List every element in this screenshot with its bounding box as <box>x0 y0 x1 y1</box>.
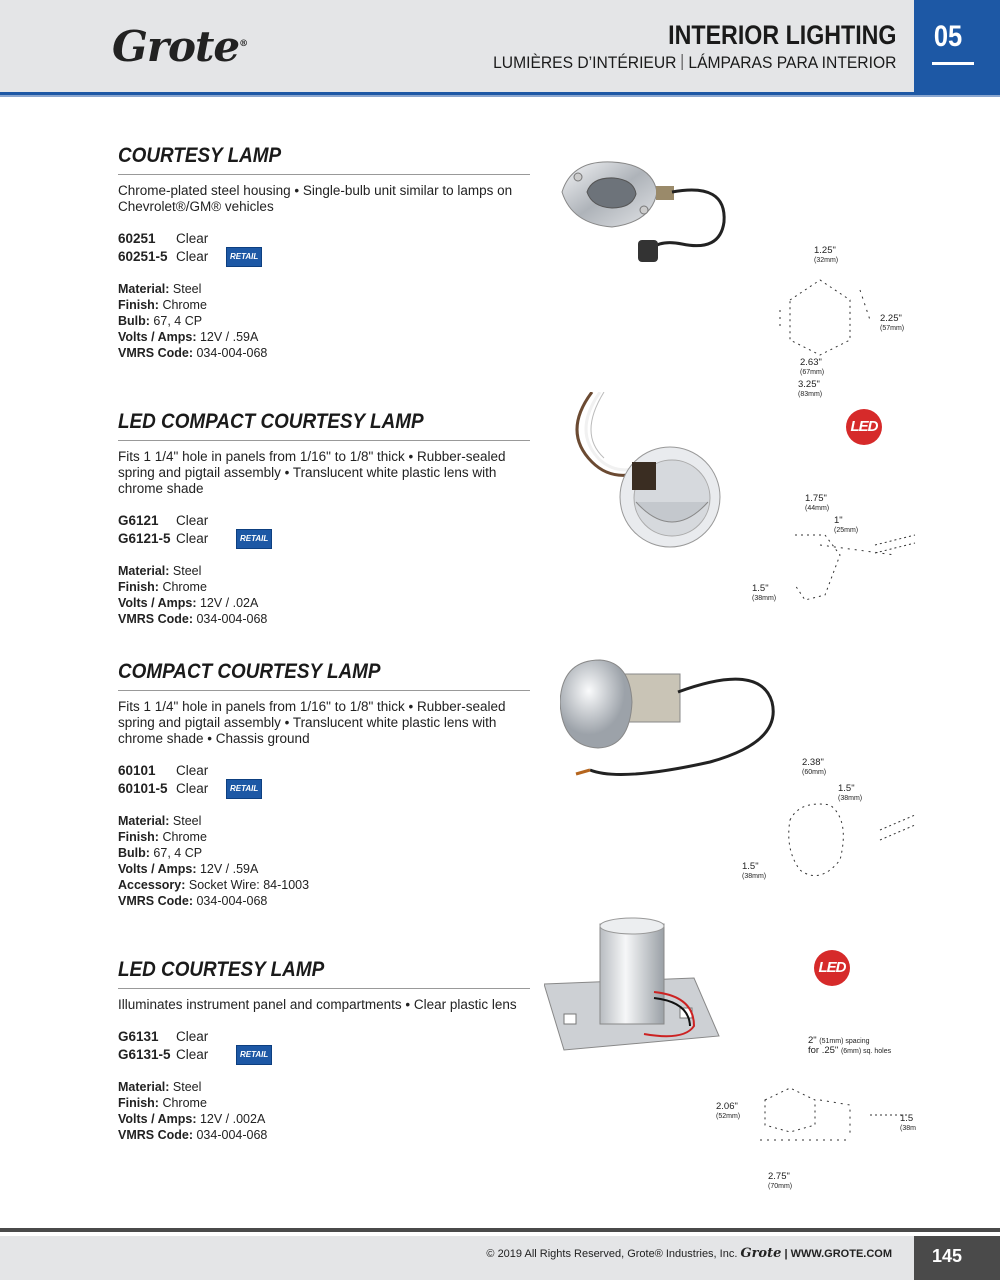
part-row: 60101 Clear <box>118 763 209 778</box>
product-led-compact-courtesy-lamp <box>118 410 528 627</box>
spec-list: Material: Steel Finish: Chrome Volts / Amps: 12V / .02A VMRS Code: 034-004-068 <box>118 564 268 626</box>
part-row: G6131-5 Clear RETAIL <box>118 1045 528 1065</box>
product-compact-courtesy-lamp <box>118 660 528 909</box>
part-list <box>118 1029 528 1065</box>
courtesy-lamp-photo <box>552 152 732 282</box>
section-tab: 05 <box>914 0 1000 92</box>
part-row: G6121-5 Clear RETAIL <box>118 529 528 549</box>
footer-logo: Grote <box>740 1246 782 1261</box>
led-courtesy-lamp-photo <box>544 916 724 1056</box>
part-row: 60251-5 Clear RETAIL <box>118 247 528 267</box>
product-title: LED COURTESY LAMP <box>118 958 325 981</box>
product-title: COMPACT COURTESY LAMP <box>118 660 381 683</box>
product-description: Fits 1 1/4" hole in panels from 1/16" to 1/8" thick • Rubber-sealed spring and pigtail assembly • Translucent white plastic lens with chrome shade • Chassis ground <box>118 699 506 746</box>
part-list <box>118 763 528 799</box>
product-description: Illuminates instrument panel and compartments • Clear plastic lens <box>118 997 517 1012</box>
part-row: 60101-5 Clear RETAIL <box>118 779 528 799</box>
spec-list: Material: Steel Finish: Chrome Bulb: 67, 4 CP Volts / Amps: 12V / .59A VMRS Code: 034-004-068 <box>118 282 268 360</box>
website-link: | WWW.GROTE.COM <box>784 1248 892 1260</box>
led-badge: LED <box>846 409 882 445</box>
page-number: 145 <box>914 1236 1000 1280</box>
grote-logo: Grote® <box>112 22 248 71</box>
led-compact-lamp-photo <box>552 392 722 557</box>
copyright: © 2019 All Rights Reserved, Grote® Industries, Inc. Grote | WWW.GROTE.COM <box>486 1246 892 1261</box>
part-list <box>118 513 528 549</box>
product-description: Fits 1 1/4" hole in panels from 1/16" to 1/8" thick • Rubber-sealed spring and pigtail assembly • Translucent white plastic lens with chrome shade <box>118 449 506 496</box>
retail-badge: RETAIL <box>236 529 272 549</box>
part-row: 60251 Clear <box>118 231 209 246</box>
part-list <box>118 231 528 267</box>
compact-lamp-drawing <box>740 760 920 910</box>
product-title: COURTESY LAMP <box>118 144 282 167</box>
spec-list: Material: Steel Finish: Chrome Volts / Amps: 12V / .002A VMRS Code: 034-004-068 <box>118 1080 268 1142</box>
product-led-courtesy-lamp <box>118 958 528 1143</box>
product-courtesy-lamp <box>118 144 528 361</box>
page-subtitle: LUMIÈRES D’INTÉRIEUR LÁMPARAS PARA INTERIOR <box>492 53 896 72</box>
footer-divider <box>0 1228 1000 1232</box>
spec-list: Material: Steel Finish: Chrome Bulb: 67, 4 CP Volts / Amps: 12V / .59A Accessory: Socket Wire: 84-1003 VMRS Code: 034-004-068 <box>118 814 310 908</box>
part-row: G6121 Clear <box>118 513 209 528</box>
led-badge: LED <box>814 950 850 986</box>
header-divider-light <box>0 95 1000 97</box>
product-description: Chrome-plated steel housing • Single-bulb unit similar to lamps on Chevrolet®/GM® vehicles <box>118 183 513 214</box>
part-row: G6131 Clear <box>118 1029 209 1044</box>
retail-badge: RETAIL <box>226 779 262 799</box>
retail-badge: RETAIL <box>236 1045 272 1065</box>
product-title: LED COMPACT COURTESY LAMP <box>118 410 424 433</box>
page-title: INTERIOR LIGHTING <box>667 20 896 50</box>
led-courtesy-lamp-drawing <box>720 1060 920 1190</box>
retail-badge: RETAIL <box>226 247 262 267</box>
